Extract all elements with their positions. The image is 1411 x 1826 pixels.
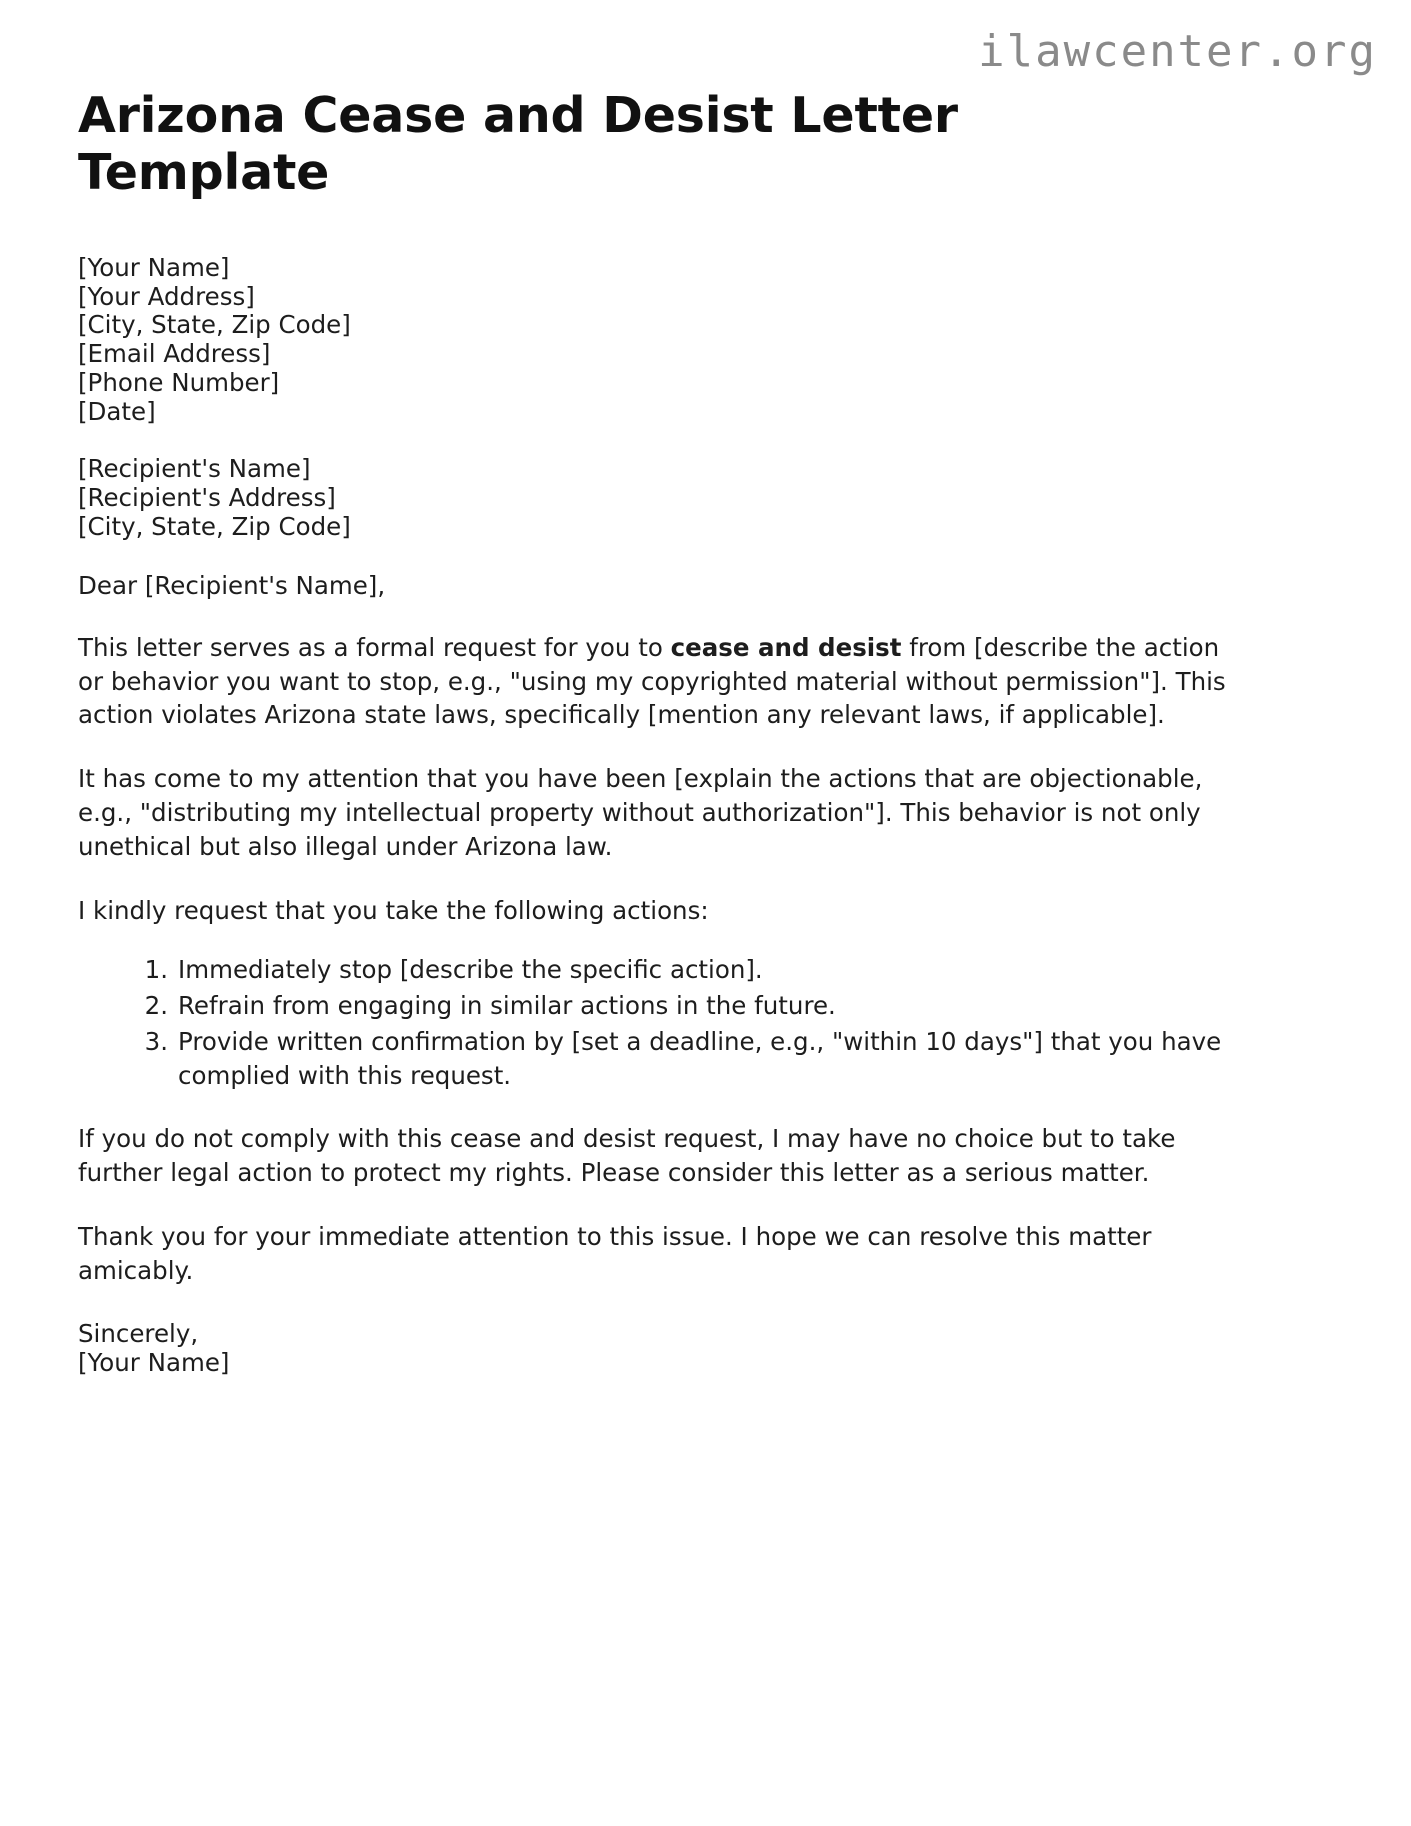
site-watermark: ilawcenter.org (978, 26, 1377, 77)
closing-salutation: Sincerely, (78, 1318, 199, 1348)
closing-block (78, 1320, 1238, 1378)
page-title: Arizona Cease and Desist Letter Template (78, 87, 958, 201)
paragraph-thanks: Thank you for your immediate attention to this issue. I hope we can resolve this matter amicably. (78, 1222, 1152, 1285)
paragraph-request (78, 631, 1228, 732)
sender-phone-line: [Phone Number] (78, 368, 280, 398)
paragraph-request-part-2: from [describe the action or behavior you want to stop, e.g., "using my copyrighted material without permission"]. This action violates Arizona state laws, specifically [mention any relevant laws, if applicable]. (78, 632, 1226, 730)
sender-address-line: [Your Address] (78, 281, 255, 311)
list-item: Refrain from engaging in similar actions in the future. (178, 991, 836, 1021)
closing-signature-name: [Your Name] (78, 1347, 230, 1377)
letter-content (78, 88, 1308, 1377)
paragraph-attention: It has come to my attention that you have been [explain the actions that are objectionable, e.g., "distributing my intellectual property without authorization"]. This behavior is not only unethical but also illegal under Arizona law. (78, 764, 1203, 861)
cease-and-desist-emphasis: cease and desist (670, 632, 902, 662)
recipient-address-block (78, 455, 1238, 542)
letter-date-line: [Date] (78, 397, 156, 427)
action-items-list (78, 953, 1238, 1092)
recipient-name-line: [Recipient's Name] (78, 454, 311, 484)
sender-email-line: [Email Address] (78, 339, 271, 369)
block-spacer (78, 427, 1238, 455)
list-item: Immediately stop [describe the specific action]. (178, 955, 763, 985)
paragraph-noncompliance: If you do not comply with this cease and desist request, I may have no choice but to take further legal action to protect my rights. Please consider this letter as a serious matter. (78, 1124, 1176, 1188)
paragraph-actions-intro: I kindly request that you take the following actions: (78, 895, 709, 925)
list-item: Provide written confirmation by [set a deadline, e.g., "within 10 days"] that you have complied with this request. (178, 1026, 1222, 1090)
paragraph-request-part-1: This letter serves as a formal request for you to (78, 632, 671, 662)
salutation: Dear [Recipient's Name], (78, 570, 386, 600)
recipient-address-line: [Recipient's Address] (78, 483, 336, 512)
sender-address-block (78, 254, 1238, 427)
recipient-city-state-zip-line: [City, State, Zip Code] (78, 511, 351, 541)
sender-name-line: [Your Name] (78, 252, 230, 282)
sender-city-state-zip-line: [City, State, Zip Code] (78, 310, 351, 340)
letter-body (78, 254, 1238, 1378)
